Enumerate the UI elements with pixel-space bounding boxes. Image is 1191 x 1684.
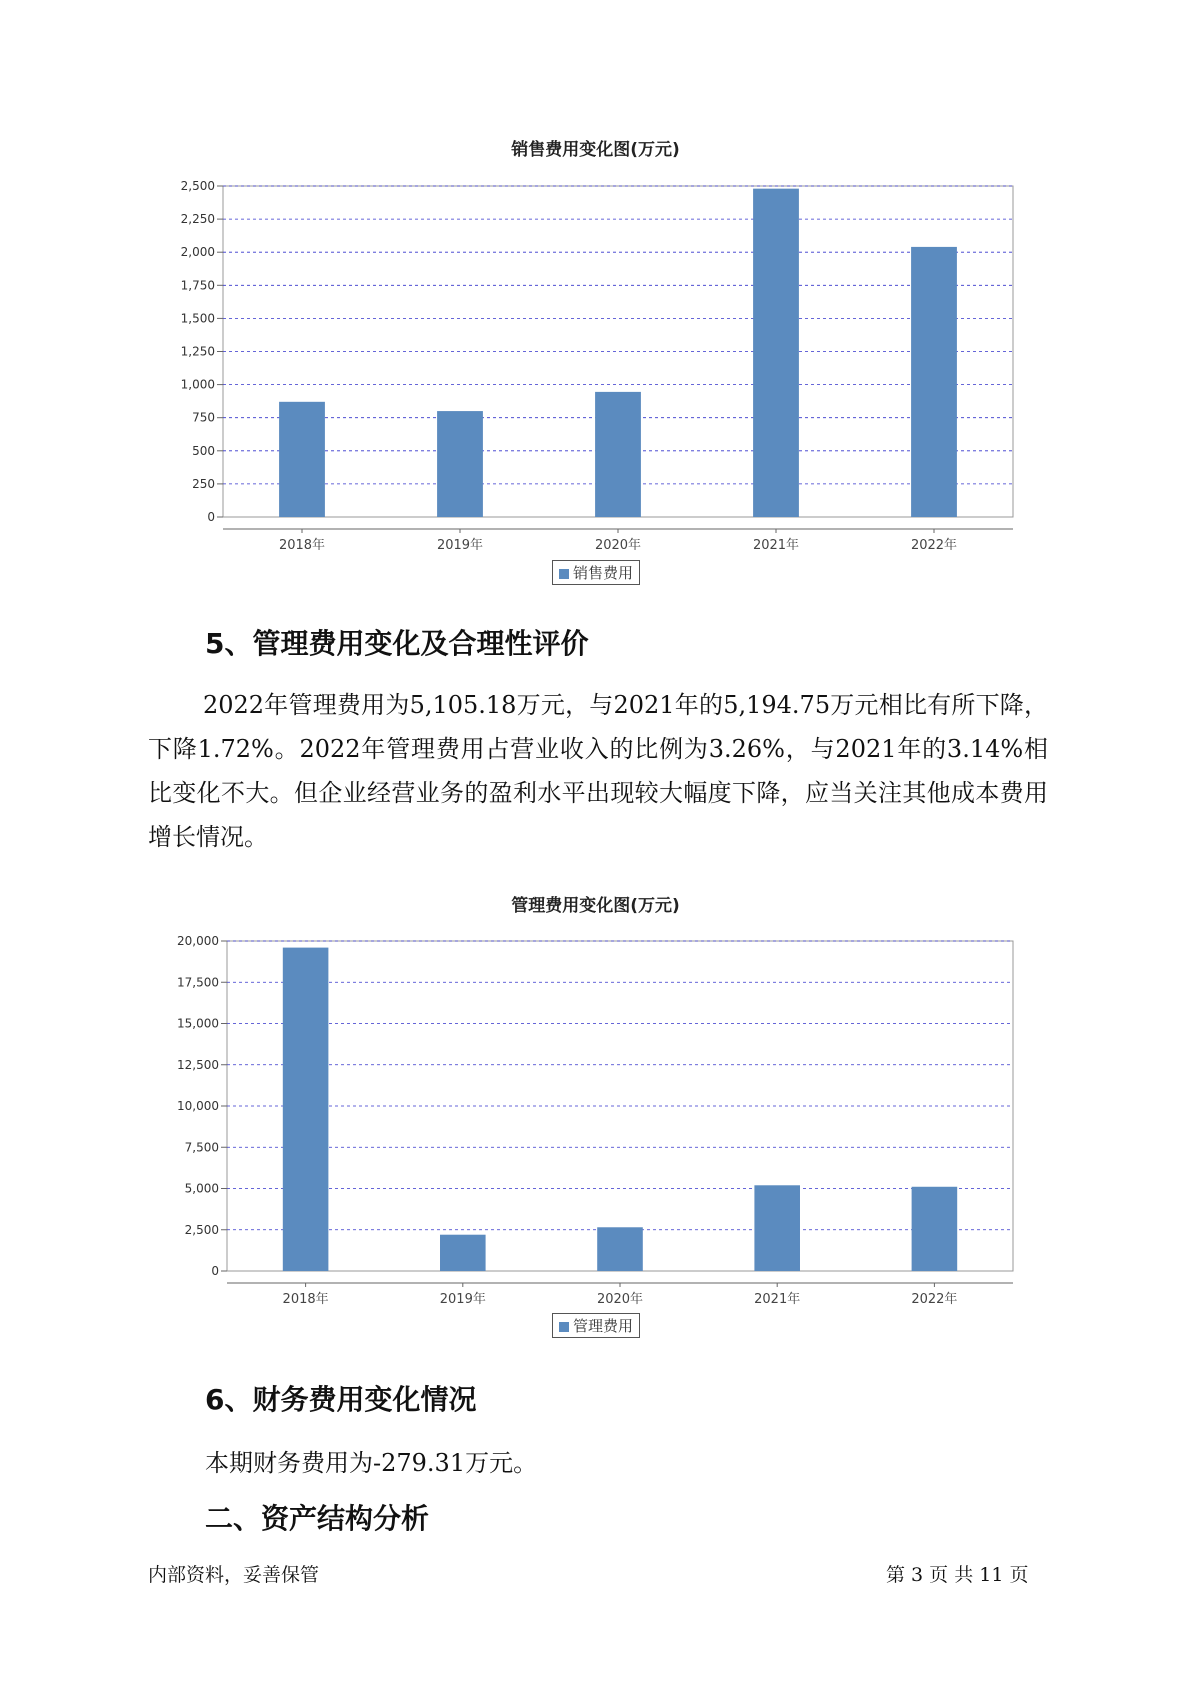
y-tick-label: 2,250 <box>180 212 215 227</box>
y-tick-label: 15,000 <box>177 1016 219 1031</box>
section-heading-asset-structure: 二、资产结构分析 <box>205 1502 430 1535</box>
section-heading-6: 6、财务费用变化情况 <box>205 1383 477 1416</box>
y-tick-label: 2,500 <box>184 1222 219 1237</box>
y-tick-label: 20,000 <box>177 934 219 948</box>
footer-page-number: 第 3 页 共 11 页 <box>886 1564 1029 1586</box>
y-tick-label: 2,000 <box>180 245 215 260</box>
y-tick-label: 500 <box>192 443 215 458</box>
section-heading-5: 5、管理费用变化及合理性评价 <box>205 627 589 660</box>
y-tick-label: 1,500 <box>180 311 215 326</box>
y-tick-label: 1,000 <box>180 377 215 392</box>
x-tick-label: 2020年 <box>594 538 642 550</box>
y-tick-label: 2,500 <box>180 179 215 193</box>
x-tick-label: 2018年 <box>278 538 326 550</box>
x-tick-label: 2019年 <box>439 1292 486 1307</box>
chart-title-admin: 管理费用变化图(万元) <box>511 896 680 916</box>
legend-label: 销售费用 <box>573 564 634 582</box>
bar <box>912 1187 958 1271</box>
x-tick-label: 2022年 <box>911 1292 958 1307</box>
y-tick-label: 5,000 <box>184 1181 219 1196</box>
chart-title-sales: 销售费用变化图(万元) <box>511 140 680 160</box>
footer-confidential: 内部资料，妥善保管 <box>148 1564 320 1586</box>
bar <box>283 948 329 1271</box>
y-tick-label: 1,250 <box>180 344 215 359</box>
y-tick-label: 250 <box>192 476 215 491</box>
y-tick-label: 1,750 <box>180 278 215 293</box>
x-tick-label: 2021年 <box>754 1292 801 1307</box>
y-tick-label: 12,500 <box>177 1057 219 1072</box>
chart-legend-admin <box>552 1313 640 1338</box>
x-tick-label: 2022年 <box>910 538 958 550</box>
x-tick-label: 2018年 <box>282 1292 329 1307</box>
section-5-paragraph: 2022年管理费用为5,105.18万元，与2021年的5,194.75万元相比有所下降，下降1.72%。2022年管理费用占营业收入的比例为3.26%，与2021年的3.14%相比变化不大。但企业经营业务的盈利水平出现较大幅度下降，应当关注其他成本费用增长情况。 <box>148 691 1048 851</box>
finance-expense-line: 本期财务费用为-279.31万元。 <box>205 1449 538 1477</box>
x-tick-label: 2020年 <box>596 1292 644 1307</box>
y-tick-label: 750 <box>192 410 215 425</box>
x-tick-label: 2021年 <box>752 538 800 550</box>
bar <box>597 1227 643 1271</box>
legend-label: 管理费用 <box>573 1317 634 1335</box>
y-tick-label: 7,500 <box>184 1140 219 1155</box>
x-tick-label: 2019年 <box>436 538 484 550</box>
y-tick-label: 0 <box>207 510 215 524</box>
y-tick-label: 0 <box>211 1264 219 1278</box>
legend-swatch <box>559 1322 569 1332</box>
y-tick-label: 17,500 <box>177 975 219 990</box>
y-tick-label: 10,000 <box>177 1099 219 1113</box>
bar <box>440 1235 486 1271</box>
bar <box>754 1185 800 1271</box>
